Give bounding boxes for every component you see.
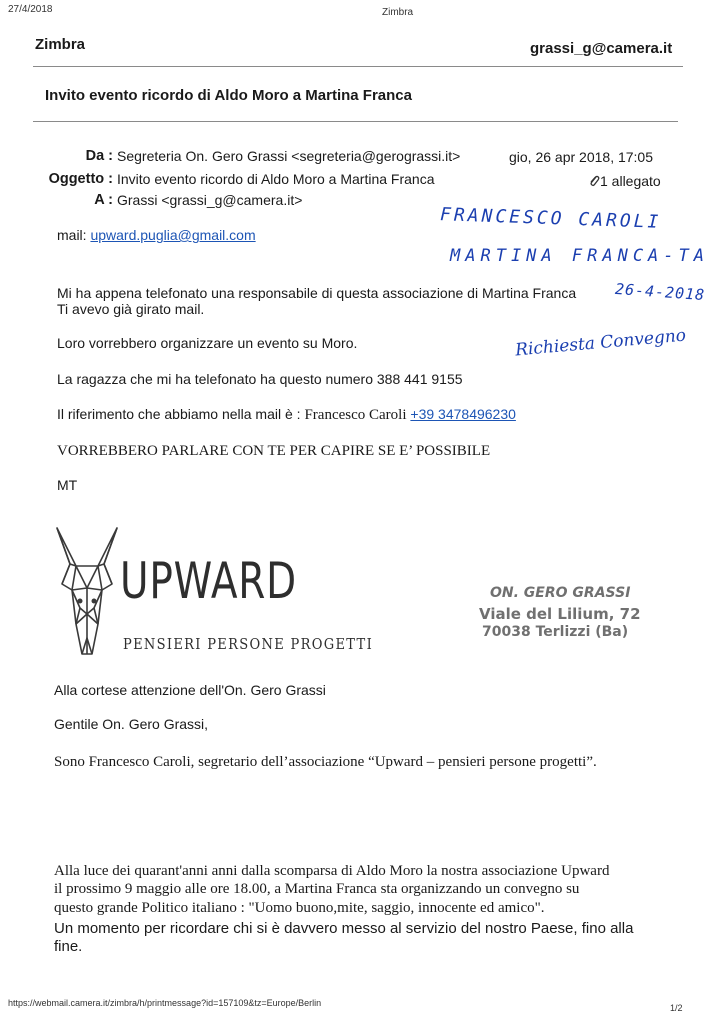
from-label: Da : bbox=[85, 148, 113, 164]
page-number: 1/2 bbox=[670, 1003, 683, 1013]
mail-link[interactable]: upward.puglia@gmail.com bbox=[90, 227, 256, 243]
reference-prefix: Il riferimento che abbiamo nella mail è : bbox=[57, 406, 301, 422]
address-street: Viale del Lilium, 72 bbox=[479, 605, 641, 623]
print-app-name: Zimbra bbox=[382, 7, 414, 18]
to-label: A : bbox=[94, 192, 113, 208]
logo-title: UPWARD bbox=[120, 552, 297, 610]
body-p5: VORREBBERO PARLARE CON TE PER CAPIRE SE E’ POSSIBILE bbox=[57, 443, 491, 459]
letter-para-line4: Un momento per ricordare chi si è davvero messo al servizio del nostro Paese, fino alla bbox=[54, 920, 634, 937]
address-city: 70038 Terlizzi (Ba) bbox=[482, 624, 629, 640]
header-divider bbox=[33, 66, 683, 67]
account-email: grassi_g@camera.it bbox=[530, 40, 673, 57]
footer-url: https://webmail.camera.it/zimbra/h/printmessage?id=157109&tz=Europe/Berlin bbox=[8, 998, 322, 1008]
reference-phone-link[interactable]: +39 3478496230 bbox=[410, 406, 516, 422]
letter-attention: Alla cortese attenzione dell'On. Gero Grassi bbox=[54, 682, 326, 698]
mail-label: mail: bbox=[57, 227, 87, 243]
letter-greeting: Gentile On. Gero Grassi, bbox=[54, 716, 209, 732]
letter-para-line5: fine. bbox=[54, 938, 83, 955]
letter-para-line1: Alla luce dei quarant'anni anni dalla scomparsa di Aldo Moro la nostra associazione Upward bbox=[54, 863, 610, 879]
paperclip-icon bbox=[588, 174, 600, 191]
letter-intro: Sono Francesco Caroli, segretario dell’associazione “Upward – pensieri persone progetti”. bbox=[54, 754, 597, 770]
letter-para-line2: il prossimo 9 maggio alle ore 18.00, a Martina Franca sta organizzando un convegno su bbox=[54, 881, 580, 897]
message-title: Invito evento ricordo di Aldo Moro a Martina Franca bbox=[45, 87, 412, 104]
letter-para-line3: questo grande Politico italiano : "Uomo buono,mite, saggio, innocente ed amico". bbox=[54, 900, 545, 916]
deer-logo-icon bbox=[52, 526, 122, 666]
message-date: gio, 26 apr 2018, 17:05 bbox=[509, 149, 654, 165]
address-name: ON. GERO GRASSI bbox=[490, 585, 631, 601]
body-p4 bbox=[57, 406, 516, 424]
handwritten-date: 26-4-2018 bbox=[614, 279, 706, 305]
subject-label: Oggetto : bbox=[48, 171, 113, 187]
from-value: Segreteria On. Gero Grassi <segreteria@gerograssi.it> bbox=[117, 148, 461, 164]
body-p3: La ragazza che mi ha telefonato ha questo numero 388 441 9155 bbox=[57, 371, 463, 387]
handwritten-note: Richiesta Convegno bbox=[514, 325, 687, 361]
mail-line bbox=[57, 227, 256, 243]
to-value: Grassi <grassi_g@camera.it> bbox=[117, 192, 303, 208]
print-date: 27/4/2018 bbox=[8, 4, 53, 15]
reference-name: Francesco Caroli bbox=[304, 407, 407, 423]
title-divider bbox=[33, 121, 678, 122]
handwritten-city: MARTINA FRANCA-TA bbox=[450, 246, 709, 266]
body-p1-line2: Ti avevo già girato mail. bbox=[57, 301, 205, 317]
logo-subtitle: PENSIERI PERSONE PROGETTI bbox=[123, 635, 374, 653]
body-p1-line1: Mi ha appena telefonato una responsabile di questa associazione di Martina Franca bbox=[57, 285, 577, 301]
subject-value: Invito evento ricordo di Aldo Moro a Martina Franca bbox=[117, 171, 435, 187]
attachment-count: 1 allegato bbox=[600, 173, 661, 189]
body-p2: Loro vorrebbero organizzare un evento su Moro. bbox=[57, 335, 358, 351]
app-brand: Zimbra bbox=[35, 36, 86, 53]
handwritten-name: FRANCESCO CAROLI bbox=[439, 204, 662, 233]
signoff: MT bbox=[57, 477, 78, 493]
attachment-indicator[interactable] bbox=[588, 173, 661, 191]
